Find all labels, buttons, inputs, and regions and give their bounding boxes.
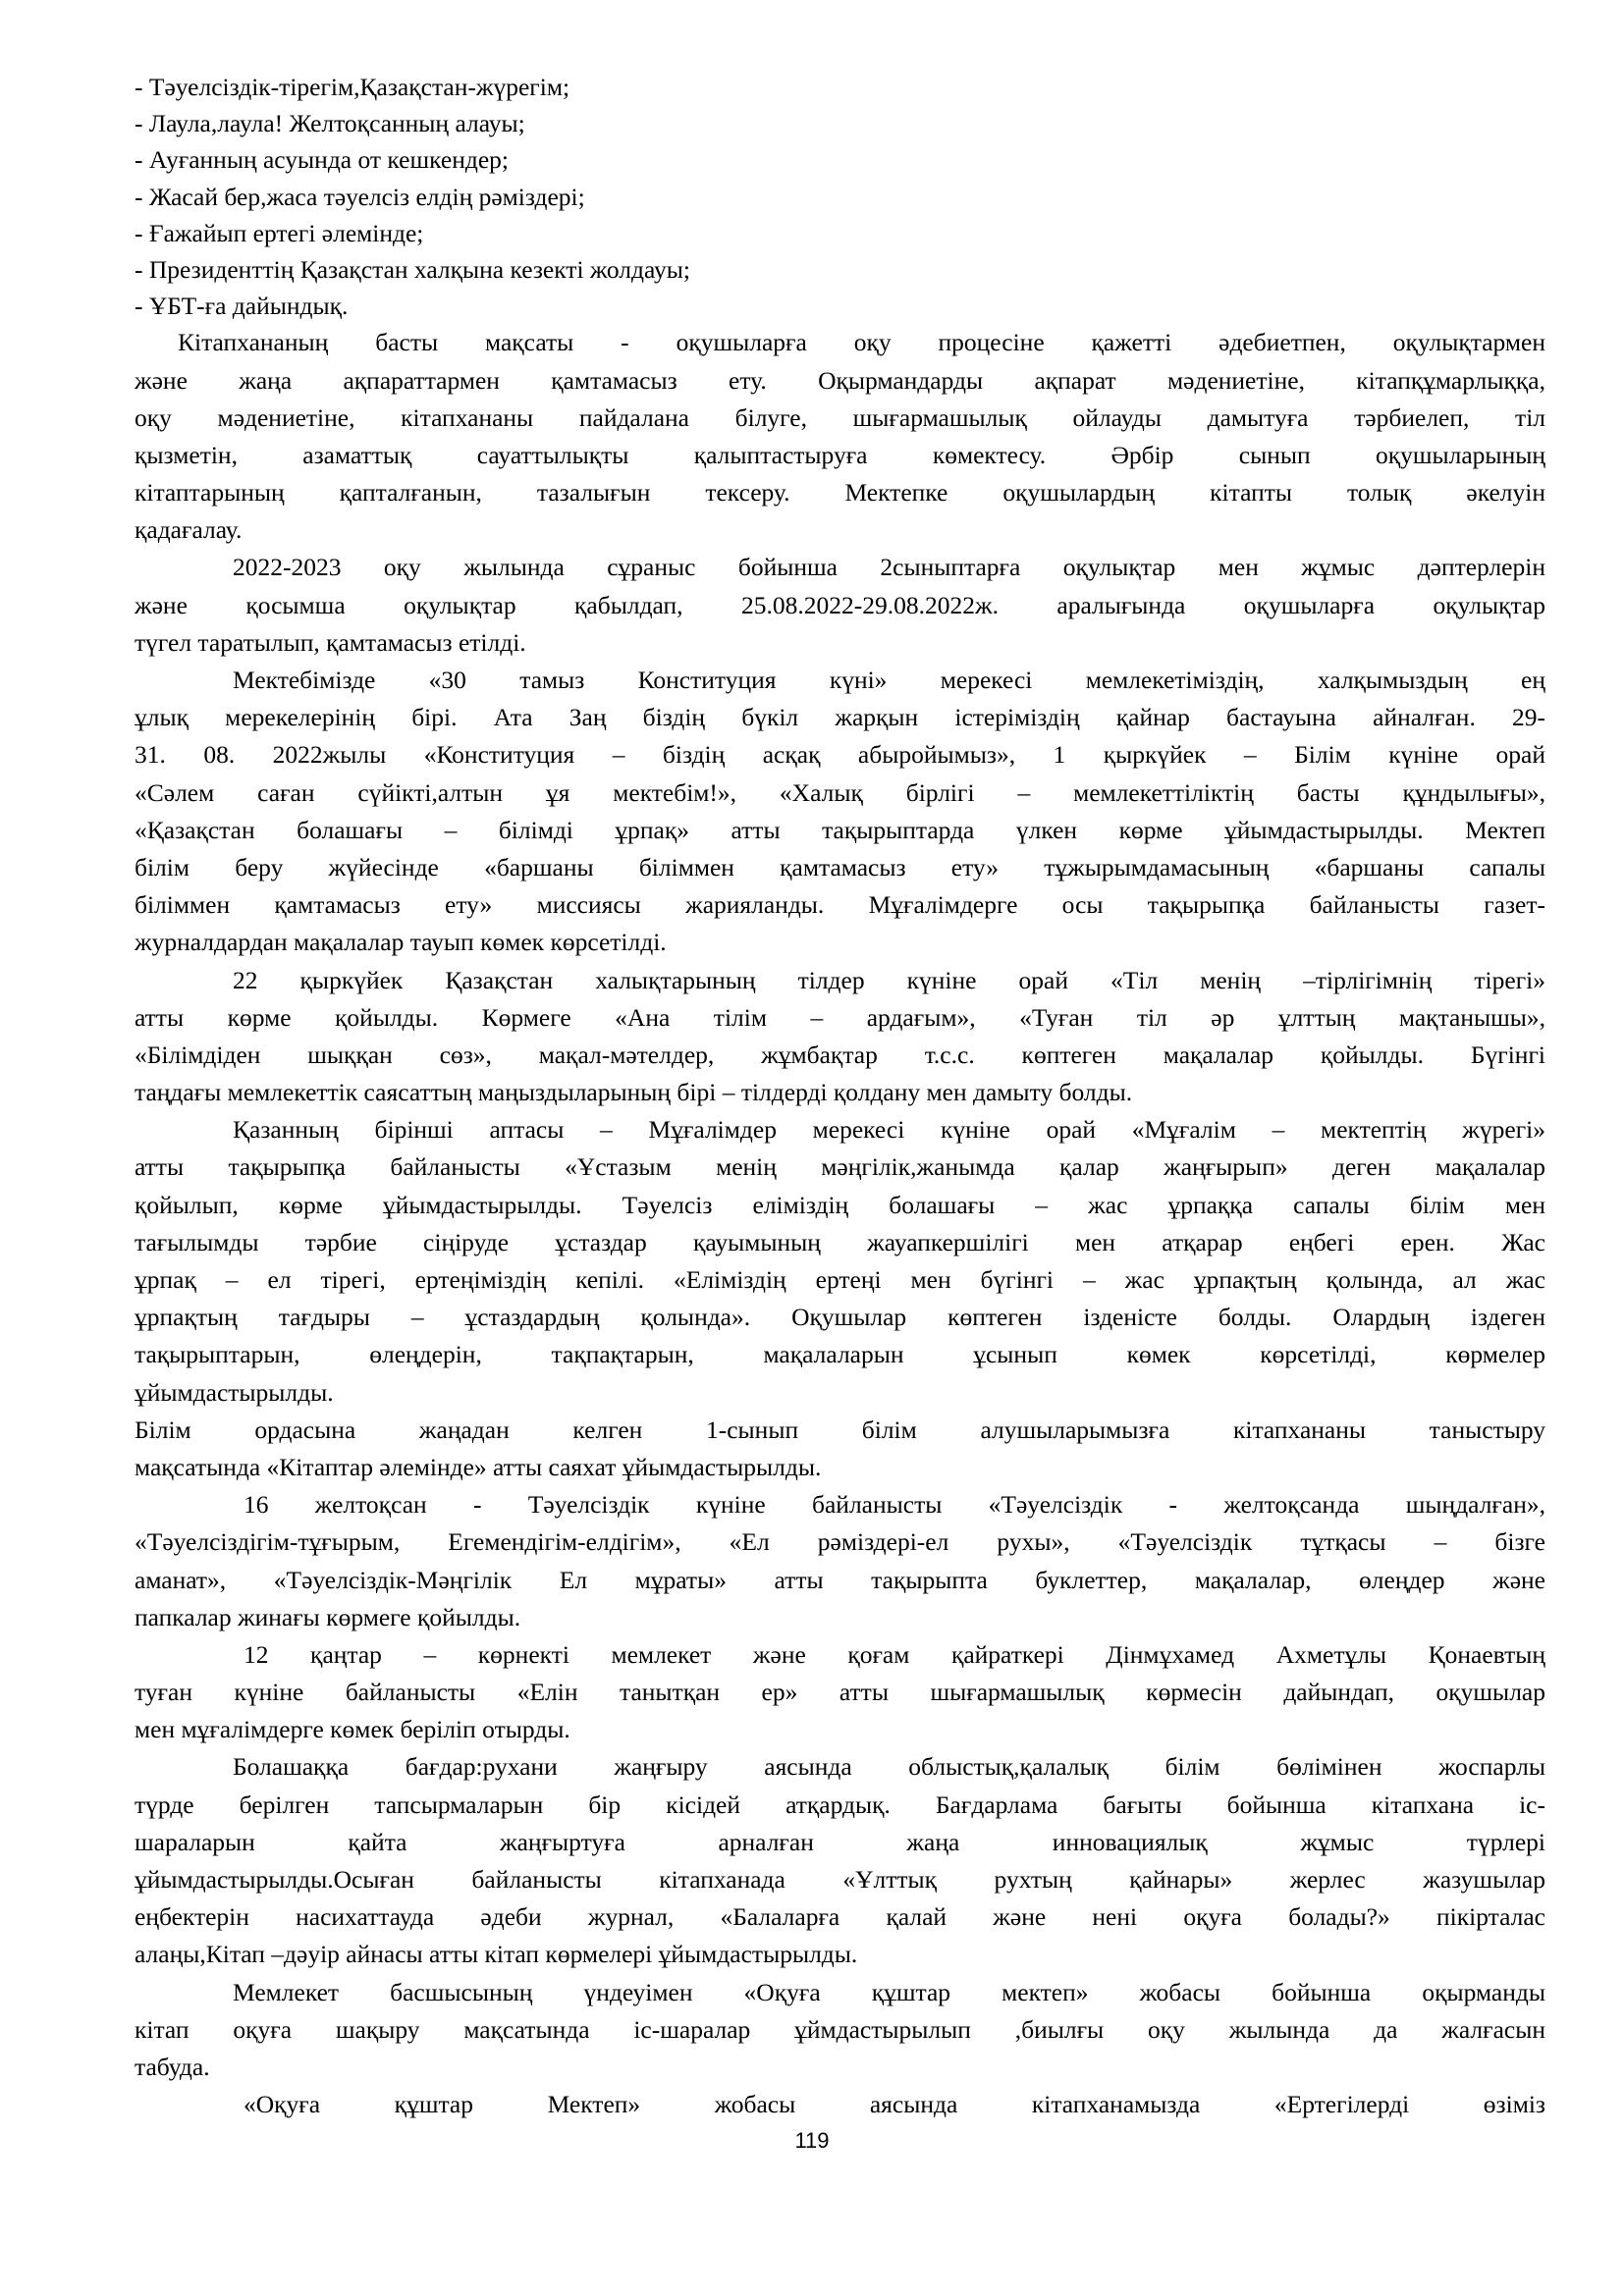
paragraph-line: кітап оқуға шақыру мақсатында іс-шаралар ұймдастырылып ,биылғы оқу жылында да жалғасын	[135, 2014, 1545, 2044]
paragraph-line: білім беру жүйесінде «баршаны біліммен қамтамасыз ету» тұжырымдамасының «баршаны сапалы	[135, 852, 1545, 881]
paragraph-line: атты тақырыпқа байланысты «Ұстазым менің мәңгілік,жанымда қалар жаңғырып» деген мақалалар	[135, 1152, 1545, 1182]
paragraph-line: табуда.	[135, 2052, 210, 2081]
paragraph-line: және жаңа ақпараттармен қамтамасыз ету. Оқырмандарды ақпарат мәдениетіне, кітапқұмарлыққа,	[135, 365, 1545, 395]
paragraph-line: 12 қаңтар – көрнекті мемлекет және қоғам қайраткері Дінмұхамед Ахметұлы Қонаевтың	[244, 1639, 1545, 1669]
paragraph	[135, 2086, 1545, 2123]
paragraph	[135, 1636, 1545, 1749]
paragraph-line: туған күніне байланысты «Елін танытқан ер» атты шығармашылық көрмесін дайындап, оқушылар	[135, 1678, 1545, 1707]
paragraph-line: Болашаққа бағдар:рухани жаңғыру аясында облыстық,қалалық білім бөлімінен жоспарлы	[233, 1752, 1545, 1782]
paragraph-line: біліммен қамтамасыз ету» миссиясы жарияланды. Мұғалімдерге осы тақырыпқа байланысты газет-	[135, 890, 1545, 920]
paragraph-line: тақырыптарын, өлеңдерін, тақпақтарын, мақалаларын ұсынып көмек көрсетілді, көрмелер	[135, 1340, 1545, 1369]
paragraph-line: аманат», «Тәуелсіздік-Мәңгілік Ел мұраты» атты тақырыпта буклеттер, мақалалар, өлеңдер және	[135, 1565, 1545, 1594]
paragraph-line: қойылып, көрме ұйымдастырылды. Тәуелсіз еліміздің болашағы – жас ұрпаққа сапалы білім мен	[135, 1190, 1545, 1219]
list-item: - Президенттің Қазақстан халқына кезекті жолдауы;	[135, 254, 690, 284]
paragraph-line: «Оқуға құштар Мектеп» жобасы аясында кітапханамызда «Ертегілерді өзіміз	[244, 2090, 1545, 2119]
paragraph-line: оқу мәдениетіне, кітапхананы пайдалана білуге, шығармашылық ойлауды дамытуға тәрбиелеп, тіл	[135, 402, 1545, 432]
event-list	[135, 69, 1545, 324]
paragraph-line: ұйымдастырылды.	[135, 1377, 334, 1407]
paragraph-line: Білім ордасына жаңадан келген 1-сынып білім алушыларымызға кітапхананы таныстыру	[135, 1415, 1545, 1444]
paragraph-line: атты көрме қойылды. Көрмеге «Ана тілім – ардағым», «Туған тіл әр ұлттың мақтанышы»,	[135, 1002, 1545, 1032]
paragraph-line: алаңы,Кітап –дәуір айнасы атты кітап көрмелері ұйымдастырылды.	[135, 1940, 858, 1969]
list-item: - Жасай бер,жаса тәуелсіз елдің рәміздері;	[135, 182, 585, 211]
list-item: - ҰБТ-ға дайындық.	[135, 292, 349, 321]
paragraph-line: Қазанның бірінші аптасы – Мұғалімдер мерекесі күніне орай «Мұғалім – мектептің жүрегі»	[233, 1115, 1545, 1145]
paragraph	[135, 1748, 1545, 1973]
paragraph-line: «Сәлем саған сүйікті,алтын ұя мектебім!», «Халық бірлігі – мемлекеттіліктің басты құндылығы»,	[135, 777, 1545, 807]
paragraph-line: түрде берілген тапсырмаларын бір кісідей атқардық. Бағдарлама бағыты бойынша кітапхана іс-	[135, 1789, 1545, 1819]
paragraph-line: ұрпақтың тағдыры – ұстаздардың қолында». Оқушылар көптеген ізденісте болды. Олардың іздеген	[135, 1303, 1545, 1332]
paragraph-line: ұлық мерекелерінің бірі. Ата Заң біздің бүкіл жарқын істеріміздің қайнар бастауына айналған. 29-	[135, 703, 1545, 732]
paragraph-line: мен мұғалімдерге көмек беріліп отырды.	[135, 1715, 570, 1744]
paragraph-line: «Қазақстан болашағы – білімді ұрпақ» атты тақырыптарда үлкен көрме ұйымдастырылды. Мектеп	[135, 815, 1545, 844]
paragraph-line: «Білімдіден шыққан сөз», мақал-мәтелдер, жұмбақтар т.с.с. көптеген мақалалар қойылды. Бүгінгі	[135, 1040, 1545, 1069]
paragraph-line: мақсатында «Кітаптар әлемінде» атты саяхат ұйымдастырылды.	[135, 1452, 822, 1481]
paragraph-line: кітаптарының қапталғанын, тазалығын тексеру. Мектепке оқушылардың кітапты толық әкелуін	[135, 478, 1545, 507]
paragraph-line: қадағалау.	[135, 515, 243, 545]
paragraph-line: шараларын қайта жаңғыртуға арналған жаңа инновациялық жұмыс түрлері	[135, 1827, 1545, 1856]
paragraph	[135, 1412, 1545, 1486]
paragraph	[135, 962, 1545, 1112]
paragraph	[135, 1111, 1545, 1412]
paragraph-line: тағылымды тәрбие сіңіруде ұстаздар қауымының жауапкершілігі мен атқарар еңбегі ерен. Жас	[135, 1227, 1545, 1256]
body-text	[135, 324, 1545, 2123]
paragraph	[135, 1974, 1545, 2087]
paragraph-line: ұрпақ – ел тірегі, ертеңіміздің кепілі. «Еліміздің ертеңі мен бүгінгі – жас ұрпақтың қолында, ал жас	[135, 1265, 1545, 1294]
paragraph-line: таңдағы мемлекеттік саясаттың маңыздыларының бірі – тілдерді қолдану мен дамыту болды.	[135, 1078, 1133, 1107]
page-number: 119	[794, 2128, 830, 2153]
paragraph-line: 31. 08. 2022жылы «Конституция – біздің асқақ абыройымыз», 1 қыркүйек – Білім күніне орай	[135, 740, 1545, 770]
paragraph-line: түгел таратылып, қамтамасыз етілді.	[135, 627, 526, 657]
paragraph-line: Мемлекет басшысының үндеуімен «Оқуға құштар мектеп» жобасы бойынша оқырманды	[233, 1977, 1545, 2006]
paragraph-line: Кітапхананың басты мақсаты - оқушыларға оқу процесіне қажетті әдебиетпен, оқулықтармен	[178, 328, 1545, 357]
paragraph-line: 16 желтоқсан - Тәуелсіздік күніне байланысты «Тәуелсіздік - желтоқсанда шыңдалған»,	[244, 1490, 1545, 1520]
paragraph-line: папкалар жинағы көрмеге қойылды.	[135, 1602, 521, 1631]
paragraph-line: 22 қыркүйек Қазақстан халықтарының тілдер күніне орай «Тіл менің –тірлігімнің тірегі»	[233, 965, 1545, 994]
list-item: - Ғажайып ертегі әлемінде;	[135, 218, 424, 247]
paragraph-line: журналдардан мақалалар тауып көмек көрсетілді.	[135, 928, 667, 957]
paragraph	[135, 662, 1545, 962]
paragraph-line: Мектебімізде «30 тамыз Конституция күні» мерекесі мемлекетіміздің, халқымыздың ең	[233, 666, 1545, 694]
list-item: - Ауғанның асуында от кешкендер;	[135, 145, 509, 175]
paragraph-line: еңбектерін насихаттауда әдеби журнал, «Балаларға қалай және нені оқуға болады?» пікірталас	[135, 1902, 1545, 1932]
paragraph-line: және қосымша оқулықтар қабылдап, 25.08.2022-29.08.2022ж. аралығында оқушыларға оқулықтар	[135, 590, 1545, 619]
list-item: - Лаула,лаула! Желтоқсанның алауы;	[135, 109, 525, 138]
paragraph	[135, 324, 1545, 549]
paragraph	[135, 549, 1545, 662]
list-item: - Тәуелсіздік-тірегім,Қазақстан-жүрегім;	[135, 73, 570, 101]
document-page	[135, 69, 1545, 2123]
paragraph-line: «Тәуелсіздігім-тұғырым, Егемендігім-елдігім», «Ел рәміздері-ел рухы», «Тәуелсіздік тұтқасы – бізге	[135, 1527, 1545, 1557]
paragraph-line: қызметін, азаматтық сауаттылықты қалыптастыруға көмектесу. Әрбір сынып оқушыларының	[135, 440, 1545, 469]
paragraph-line: 2022-2023 оқу жылында сұраныс бойынша 2сыныптарға оқулықтар мен жұмыс дәптерлерін	[233, 553, 1545, 582]
paragraph-line: ұйымдастырылды.Осыған байланысты кітапханада «Ұлттық рухтың қайнары» жерлес жазушылар	[135, 1865, 1545, 1894]
paragraph	[135, 1486, 1545, 1636]
